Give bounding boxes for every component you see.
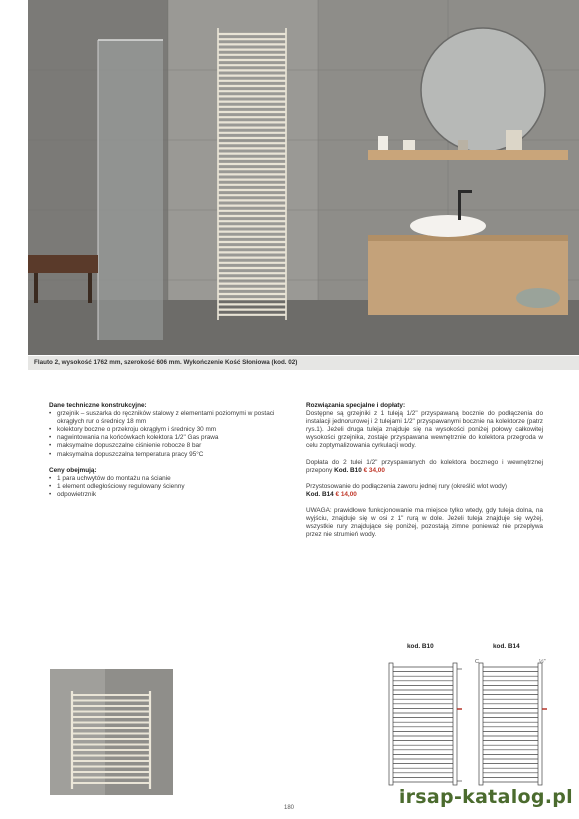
diagram-mark-half: ½" bbox=[539, 659, 546, 665]
b14-text: Przystosowanie do podłączenia zaworu jednej rury (określić wlot wody) bbox=[306, 482, 508, 490]
radiator-detail-photo bbox=[50, 669, 173, 795]
photo-caption: Flauto 2, wysokość 1762 mm, szerokość 606 mm. Wykończenie Kość Słoniowa (kod. 02) bbox=[28, 356, 579, 370]
diagram-b14 bbox=[479, 663, 547, 785]
watermark: irsap-katalog.pl bbox=[398, 786, 573, 808]
special-paragraph-1: Dostępne są grzejniki z 1 tuleją 1/2" przyspawaną bocznie do podłączenia do instalacji jednorurowej i 2 tulejami 1/2" przyspawanymi bocznie na kolektorze (patrz rys.1). Jeżeli druga tuleja znajduje się na wysokości poniżej połowy całkowitej wysokości grzejnika, zostaje przyspawana wewnętrznie do kolektora przegroda w celu zoptymalizowania cyrkulacji wody. bbox=[306, 410, 543, 450]
technical-data-list bbox=[49, 410, 289, 459]
page-number: 180 bbox=[284, 805, 295, 811]
technical-data-heading: Dane techniczne konstrukcyjne: bbox=[49, 402, 147, 409]
list-item: • nagwintowania na końcówkach kolektora 1/2" Gas prawa bbox=[49, 434, 289, 442]
diagram-b10 bbox=[389, 663, 462, 785]
list-item: • 1 para uchwytów do montażu na ścianie bbox=[49, 475, 289, 483]
b10-code: Kod. B10 bbox=[334, 466, 362, 474]
technical-data-column bbox=[49, 402, 289, 499]
special-paragraph-4: UWAGA: prawidłowe funkcjonowanie ma miejsce tylko wtedy, gdy tuleja dolna, na wyjściu, znajduje się w osi z 1" rurą w dole. Jeżeli tuleja znajduje się wyżej, wszystkie rury znajdujące się poniżej, pozostają zimne ponieważ nie przepływa przez nie strumień wody. bbox=[306, 506, 543, 539]
price-includes-list bbox=[49, 475, 289, 499]
list-item: • 1 element odległościowy regulowany ścienny bbox=[49, 483, 289, 491]
special-solutions-heading: Rozwiązania specjalne i dopłaty: bbox=[306, 402, 406, 409]
diagram-mark-c: C bbox=[475, 659, 479, 665]
special-paragraph-3 bbox=[306, 483, 543, 499]
special-solutions-column bbox=[306, 402, 543, 539]
list-item: • maksymalne dopuszczalne ciśnienie robocze 8 bar bbox=[49, 442, 289, 450]
list-item: • grzejnik – suszarka do ręczników stalowy z elementami poziomymi w postaci okrągłych rur o średnicy 18 mm bbox=[49, 410, 289, 426]
b14-code: Kod. B14 bbox=[306, 490, 334, 498]
b14-price: € 14,00 bbox=[335, 490, 357, 498]
diagram-label-b14: kod. B14 bbox=[493, 643, 520, 650]
list-item: • kolektory boczne o przekroju okrągłym i średnicy 30 mm bbox=[49, 426, 289, 434]
connection-diagrams bbox=[376, 643, 556, 793]
list-item: • odpowietrznik bbox=[49, 491, 289, 499]
diagram-label-b10: kod. B10 bbox=[407, 643, 434, 650]
price-includes-heading: Ceny obejmują: bbox=[49, 466, 97, 474]
b10-price: € 34,00 bbox=[363, 466, 385, 474]
hero-photo bbox=[28, 0, 579, 355]
b10-text: Dopłata do 2 tulei 1/2" przyspawanych do kolektora bocznego i wewnętrznej przepony bbox=[306, 458, 543, 474]
list-item: • maksymalna dopuszczalna temperatura pracy 95°C bbox=[49, 451, 289, 459]
special-paragraph-2 bbox=[306, 459, 543, 475]
